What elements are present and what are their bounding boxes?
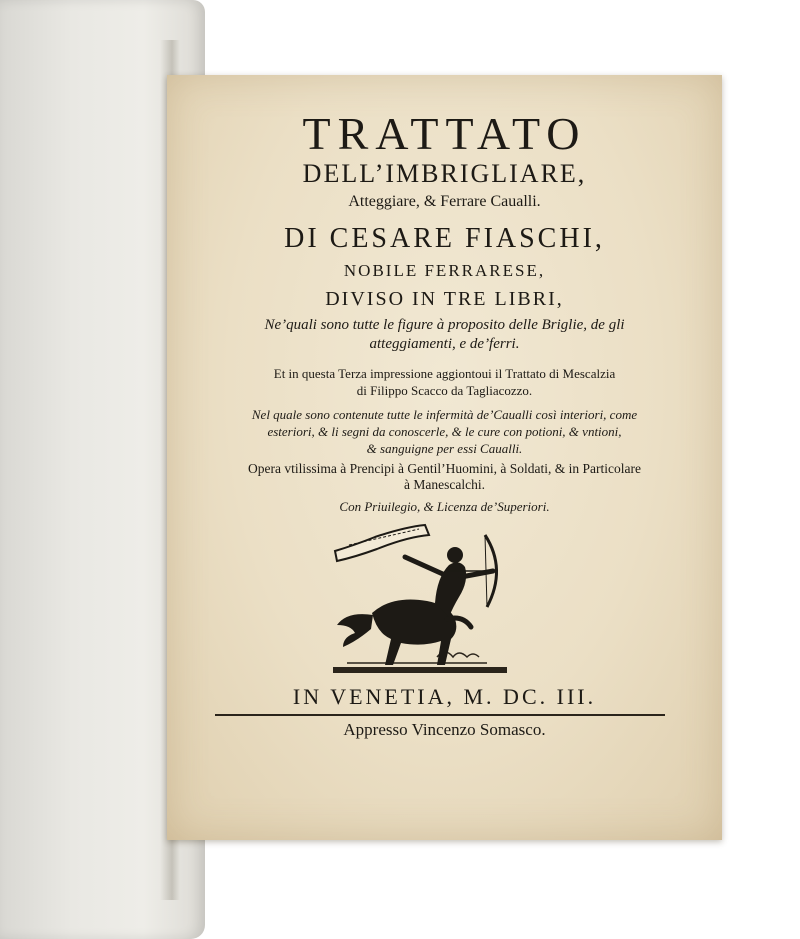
book-title: TRATTATO xyxy=(302,108,587,159)
book-subtitle-2: Atteggiare, & Ferrare Caualli. xyxy=(348,193,541,210)
book-subtitle: DELL’IMBRIGLIARE, xyxy=(302,159,587,188)
content-line-3: & sanguigne per essi Caualli. xyxy=(366,441,523,456)
title-page xyxy=(167,75,722,840)
divider-rule xyxy=(215,714,665,716)
description-line-1: Ne’quali sono tutte le figure à proposito delle Briglie, de gli xyxy=(264,317,625,333)
divided-note: DIVISO IN TRE LIBRI, xyxy=(325,288,564,310)
content-line-1: Nel quale sono contenute tutte le infermità de’Caualli così interiori, come xyxy=(251,407,638,422)
edition-line-1: Et in questa Terza impressione aggiontoui il Trattato di Mescalzia xyxy=(273,366,616,381)
author-name: DI CESARE FIASCHI, xyxy=(284,223,605,254)
edition-line-2: di Filippo Scacco da Tagliacozzo. xyxy=(356,383,533,398)
author-description: NOBILE FERRARESE, xyxy=(343,261,546,280)
imprint-line: IN VENETIA, M. DC. III. xyxy=(292,684,597,709)
description-line-2: atteggiamenti, e de’ferri. xyxy=(369,336,520,352)
privilege-note: Con Priuilegio, & Licenza de’Superiori. xyxy=(339,499,550,514)
audience-line-2: à Manescalchi. xyxy=(404,477,485,492)
content-line-2: esteriori, & li segni da conoscerle, & le cure con potioni, & vntioni, xyxy=(267,424,622,439)
audience-line-1: Opera vtilissima à Prencipi à Gentil’Huomini, à Soldati, & in Particolare xyxy=(248,461,641,476)
publisher-line: Appresso Vincenzo Somasco. xyxy=(343,720,546,739)
centaur-archer-icon xyxy=(327,517,513,679)
